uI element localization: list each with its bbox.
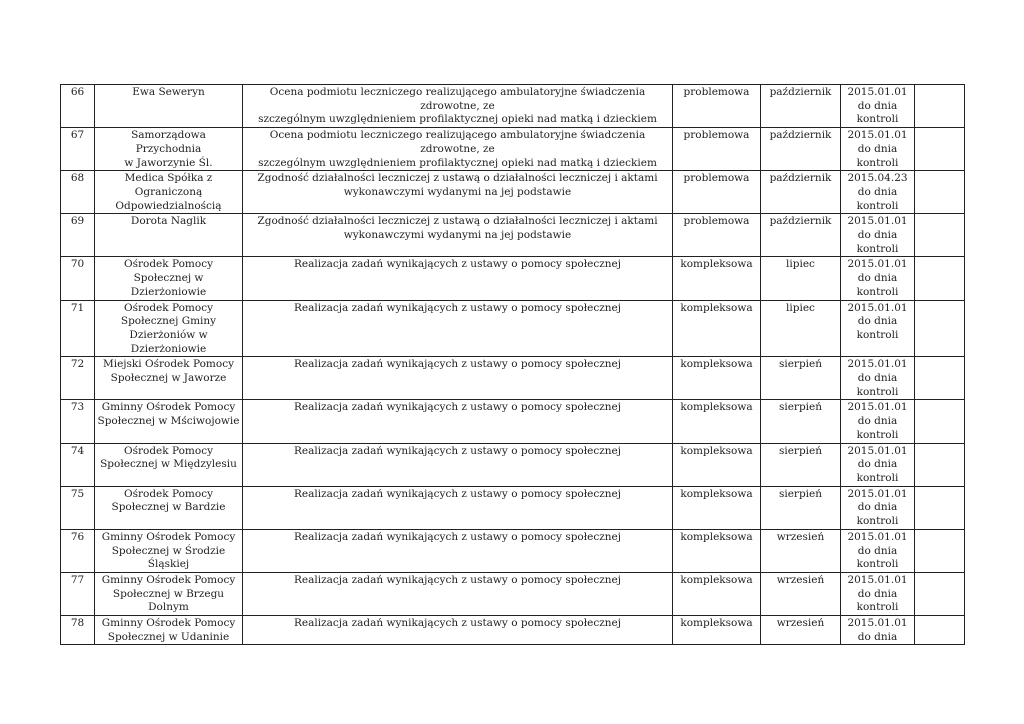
entity-name-cell <box>95 443 243 486</box>
entity-name-cell <box>95 214 243 257</box>
inspection-period-cell <box>841 171 915 214</box>
empty-cell <box>915 400 965 443</box>
row-number-cell: 76 <box>61 529 95 572</box>
inspection-period-line: do dnia <box>857 99 898 112</box>
inspection-type-cell: kompleksowa <box>673 486 761 529</box>
inspection-month-cell: październik <box>761 85 841 128</box>
inspection-topic-line: Realizacja zadań wynikających z ustawy o pomocy społecznej <box>293 444 622 457</box>
row-number-cell: 77 <box>61 572 95 615</box>
entity-name-cell <box>95 357 243 400</box>
entity-name-line: Społecznej w Środzie <box>111 544 226 557</box>
entity-name-line: Dolnym <box>148 601 189 614</box>
inspection-period-line: 2015.01.01 <box>847 258 908 271</box>
entity-name-cell <box>95 85 243 128</box>
table-row <box>61 443 965 486</box>
entity-name-line: Ewa Seweryn <box>132 86 205 98</box>
inspection-month-cell: wrzesień <box>761 529 841 572</box>
inspection-topic-cell <box>243 128 673 171</box>
entity-name-line: Ośrodek Pomocy <box>123 301 214 314</box>
inspection-period-line: kontroli <box>856 515 899 528</box>
inspection-month-cell: październik <box>761 128 841 171</box>
inspection-period-line: kontroli <box>856 601 899 614</box>
entity-name-line: Miejski Ośrodek Pomocy <box>102 358 235 371</box>
row-number-cell: 69 <box>61 214 95 257</box>
inspection-month-cell: sierpień <box>761 357 841 400</box>
table-row <box>61 572 965 615</box>
empty-cell <box>915 443 965 486</box>
entity-name-cell <box>95 486 243 529</box>
inspection-type-cell: kompleksowa <box>673 357 761 400</box>
inspection-type-cell: kompleksowa <box>673 400 761 443</box>
empty-cell <box>915 171 965 214</box>
entity-name-cell <box>95 616 243 645</box>
inspection-period-line: 2015.01.01 <box>847 530 908 543</box>
entity-name-line: Dorota Naglik <box>130 215 207 228</box>
inspection-topic-line: Realizacja zadań wynikających z ustawy o pomocy społecznej <box>293 301 622 314</box>
entity-name-line: w Jaworzynie Śl. <box>124 156 213 169</box>
inspection-month-cell: wrzesień <box>761 572 841 615</box>
entity-name-line: Społecznej w Bardzie <box>111 501 226 514</box>
inspection-topic-line: Realizacja zadań wynikających z ustawy o pomocy społecznej <box>293 573 622 586</box>
entity-name-line: Ograniczoną <box>134 185 203 198</box>
inspection-type-cell: kompleksowa <box>673 529 761 572</box>
inspection-period-line: kontroli <box>856 113 899 126</box>
inspection-period-line: kontroli <box>856 285 899 298</box>
inspection-type-cell: problemowa <box>673 214 761 257</box>
inspection-topic-line: Ocena podmiotu leczniczego realizującego ambulatoryjne świadczenia zdrowotne, ze <box>269 86 646 112</box>
inspection-period-line: kontroli <box>856 328 899 341</box>
row-number-cell: 68 <box>61 171 95 214</box>
inspection-period-cell <box>841 400 915 443</box>
table-row <box>61 85 965 128</box>
inspection-period-line: 2015.01.01 <box>847 573 908 586</box>
inspection-topic-line: wykonawczymi wydanymi na jej podstawie <box>343 229 572 242</box>
table-row <box>61 171 965 214</box>
inspection-topic-line: Realizacja zadań wynikających z ustawy o pomocy społecznej <box>293 401 622 414</box>
entity-name-line: Dzierżoniowie <box>130 342 207 355</box>
row-number-cell: 70 <box>61 257 95 300</box>
inspection-month-cell: lipiec <box>761 257 841 300</box>
empty-cell <box>915 214 965 257</box>
inspection-topic-line: Zgodność działalności leczniczej z ustawą o działalności leczniczej i aktami <box>257 172 658 185</box>
inspection-period-cell <box>841 357 915 400</box>
row-number-cell: 72 <box>61 357 95 400</box>
entity-name-line: Gminny Ośrodek Pomocy <box>101 401 236 414</box>
entity-name-cell <box>95 171 243 214</box>
inspection-period-line: do dnia <box>857 630 898 643</box>
entity-name-cell <box>95 300 243 357</box>
row-number-cell: 75 <box>61 486 95 529</box>
entity-name-line: Odpowiedzialnością <box>115 199 222 212</box>
inspection-type-cell: problemowa <box>673 85 761 128</box>
entity-name-cell <box>95 572 243 615</box>
inspection-topic-line: Zgodność działalności leczniczej z ustawą o działalności leczniczej i aktami <box>257 215 658 228</box>
entity-name-line: Społecznej w Międzylesiu <box>100 458 237 471</box>
inspection-period-line: 2015.04.23 <box>847 172 908 185</box>
inspection-topic-line: szczególnym uwzględnieniem profilaktycznej opieki nad matką i dzieckiem <box>258 156 657 169</box>
entity-name-line: Społecznej w Jaworze <box>110 372 227 385</box>
entity-name-line: Społecznej w Udaninie <box>107 630 230 643</box>
inspection-topic-cell <box>243 357 673 400</box>
entity-name-line: Dzierżoniów w <box>129 328 208 341</box>
row-number-cell: 71 <box>61 300 95 357</box>
entity-name-line: Ośrodek Pomocy <box>123 487 214 500</box>
inspection-topic-line: wykonawczymi wydanymi na jej podstawie <box>343 185 572 198</box>
empty-cell <box>915 300 965 357</box>
entity-name-line: Medica Spółka z <box>124 172 213 185</box>
inspection-topic-cell <box>243 85 673 128</box>
inspection-period-line: 2015.01.01 <box>847 401 908 414</box>
table-row <box>61 486 965 529</box>
empty-cell <box>915 572 965 615</box>
inspection-period-line: do dnia <box>857 544 898 557</box>
inspection-topic-line: Ocena podmiotu leczniczego realizującego ambulatoryjne świadczenia zdrowotne, ze <box>269 129 646 155</box>
empty-cell <box>915 486 965 529</box>
table-row <box>61 400 965 443</box>
inspection-type-cell: kompleksowa <box>673 300 761 357</box>
inspection-topic-cell <box>243 400 673 443</box>
inspection-month-cell: lipiec <box>761 300 841 357</box>
entity-name-line: Gminny Ośrodek Pomocy <box>101 573 236 586</box>
inspection-type-cell: kompleksowa <box>673 616 761 645</box>
inspection-month-cell: sierpień <box>761 486 841 529</box>
entity-name-cell <box>95 128 243 171</box>
entity-name-line: Społecznej Gminy <box>120 315 217 328</box>
inspection-topic-line: Realizacja zadań wynikających z ustawy o pomocy społecznej <box>293 530 622 543</box>
row-number-cell: 73 <box>61 400 95 443</box>
inspection-topic-line: Realizacja zadań wynikających z ustawy o pomocy społecznej <box>293 617 622 630</box>
inspection-period-line: do dnia <box>857 501 898 514</box>
inspection-period-line: do dnia <box>857 142 898 155</box>
inspection-period-line: kontroli <box>856 558 899 571</box>
inspection-period-line: kontroli <box>856 428 899 441</box>
entity-name-cell <box>95 400 243 443</box>
inspection-period-line: do dnia <box>857 315 898 328</box>
inspection-period-cell <box>841 616 915 645</box>
inspection-month-cell: październik <box>761 171 841 214</box>
entity-name-line: Śląskiej <box>147 558 190 571</box>
inspection-period-line: do dnia <box>857 587 898 600</box>
inspection-topic-cell <box>243 443 673 486</box>
inspection-topic-cell <box>243 214 673 257</box>
inspection-period-line: kontroli <box>856 471 899 484</box>
inspection-period-line: 2015.01.01 <box>847 86 908 98</box>
inspection-period-line: 2015.01.01 <box>847 301 908 314</box>
table-row <box>61 214 965 257</box>
table-row <box>61 257 965 300</box>
empty-cell <box>915 85 965 128</box>
entity-name-line: Dzierżoniowie <box>130 285 207 298</box>
inspection-type-cell: kompleksowa <box>673 257 761 300</box>
entity-name-cell <box>95 529 243 572</box>
empty-cell <box>915 529 965 572</box>
inspection-period-line: kontroli <box>856 242 899 255</box>
inspection-period-line: do dnia <box>857 458 898 471</box>
inspection-period-line: 2015.01.01 <box>847 215 908 228</box>
inspection-type-cell: problemowa <box>673 171 761 214</box>
inspection-topic-cell <box>243 572 673 615</box>
inspection-plan-table <box>60 84 965 645</box>
inspection-period-cell <box>841 572 915 615</box>
inspection-period-line: kontroli <box>856 199 899 212</box>
entity-name-line: Gminny Ośrodek Pomocy <box>101 530 236 543</box>
inspection-month-cell: sierpień <box>761 443 841 486</box>
entity-name-line: Społecznej w Mściwojowie <box>97 415 240 428</box>
entity-name-line: Samorządowa Przychodnia <box>131 129 206 155</box>
inspection-topic-cell <box>243 616 673 645</box>
empty-cell <box>915 128 965 171</box>
inspection-period-cell <box>841 214 915 257</box>
entity-name-line: Gminny Ośrodek Pomocy <box>101 617 236 630</box>
inspection-period-line: kontroli <box>856 156 899 169</box>
empty-cell <box>915 616 965 645</box>
entity-name-line: Społecznej w Brzegu <box>112 587 225 600</box>
inspection-topic-cell <box>243 529 673 572</box>
inspection-month-cell: sierpień <box>761 400 841 443</box>
inspection-period-cell <box>841 529 915 572</box>
empty-cell <box>915 357 965 400</box>
inspection-topic-cell <box>243 257 673 300</box>
inspection-period-cell <box>841 486 915 529</box>
inspection-topic-line: Realizacja zadań wynikających z ustawy o pomocy społecznej <box>293 258 622 271</box>
inspection-period-line: do dnia <box>857 229 898 242</box>
row-number-cell: 74 <box>61 443 95 486</box>
inspection-topic-cell <box>243 171 673 214</box>
table-row <box>61 128 965 171</box>
inspection-period-cell <box>841 85 915 128</box>
empty-cell <box>915 257 965 300</box>
inspection-topic-line: Realizacja zadań wynikających z ustawy o pomocy społecznej <box>293 358 622 371</box>
inspection-period-cell <box>841 443 915 486</box>
row-number-cell: 67 <box>61 128 95 171</box>
inspection-period-line: 2015.01.01 <box>847 617 908 630</box>
inspection-period-line: 2015.01.01 <box>847 129 908 142</box>
inspection-period-line: 2015.01.01 <box>847 444 908 457</box>
entity-name-line: Ośrodek Pomocy <box>123 258 214 271</box>
inspection-period-line: kontroli <box>856 385 899 398</box>
inspection-type-cell: kompleksowa <box>673 572 761 615</box>
inspection-period-line: do dnia <box>857 272 898 285</box>
inspection-type-cell: problemowa <box>673 128 761 171</box>
inspection-month-cell: wrzesień <box>761 616 841 645</box>
inspection-month-cell: październik <box>761 214 841 257</box>
inspection-period-cell <box>841 257 915 300</box>
inspection-period-line: do dnia <box>857 415 898 428</box>
row-number-cell: 66 <box>61 85 95 128</box>
table-row <box>61 300 965 357</box>
inspection-period-cell <box>841 300 915 357</box>
inspection-topic-cell <box>243 300 673 357</box>
inspection-topic-line: szczególnym uwzględnieniem profilaktycznej opieki nad matką i dzieckiem <box>258 113 657 126</box>
inspection-period-line: 2015.01.01 <box>847 358 908 371</box>
inspection-period-line: do dnia <box>857 185 898 198</box>
entity-name-line: Ośrodek Pomocy <box>123 444 214 457</box>
inspection-plan-body <box>61 85 965 645</box>
table-row <box>61 529 965 572</box>
inspection-topic-line: Realizacja zadań wynikających z ustawy o pomocy społecznej <box>293 487 622 500</box>
inspection-type-cell: kompleksowa <box>673 443 761 486</box>
table-row <box>61 616 965 645</box>
inspection-period-cell <box>841 128 915 171</box>
inspection-period-line: do dnia <box>857 372 898 385</box>
inspection-topic-cell <box>243 486 673 529</box>
entity-name-cell <box>95 257 243 300</box>
row-number-cell: 78 <box>61 616 95 645</box>
table-row <box>61 357 965 400</box>
inspection-period-line: 2015.01.01 <box>847 487 908 500</box>
entity-name-line: Społecznej w <box>133 272 204 285</box>
